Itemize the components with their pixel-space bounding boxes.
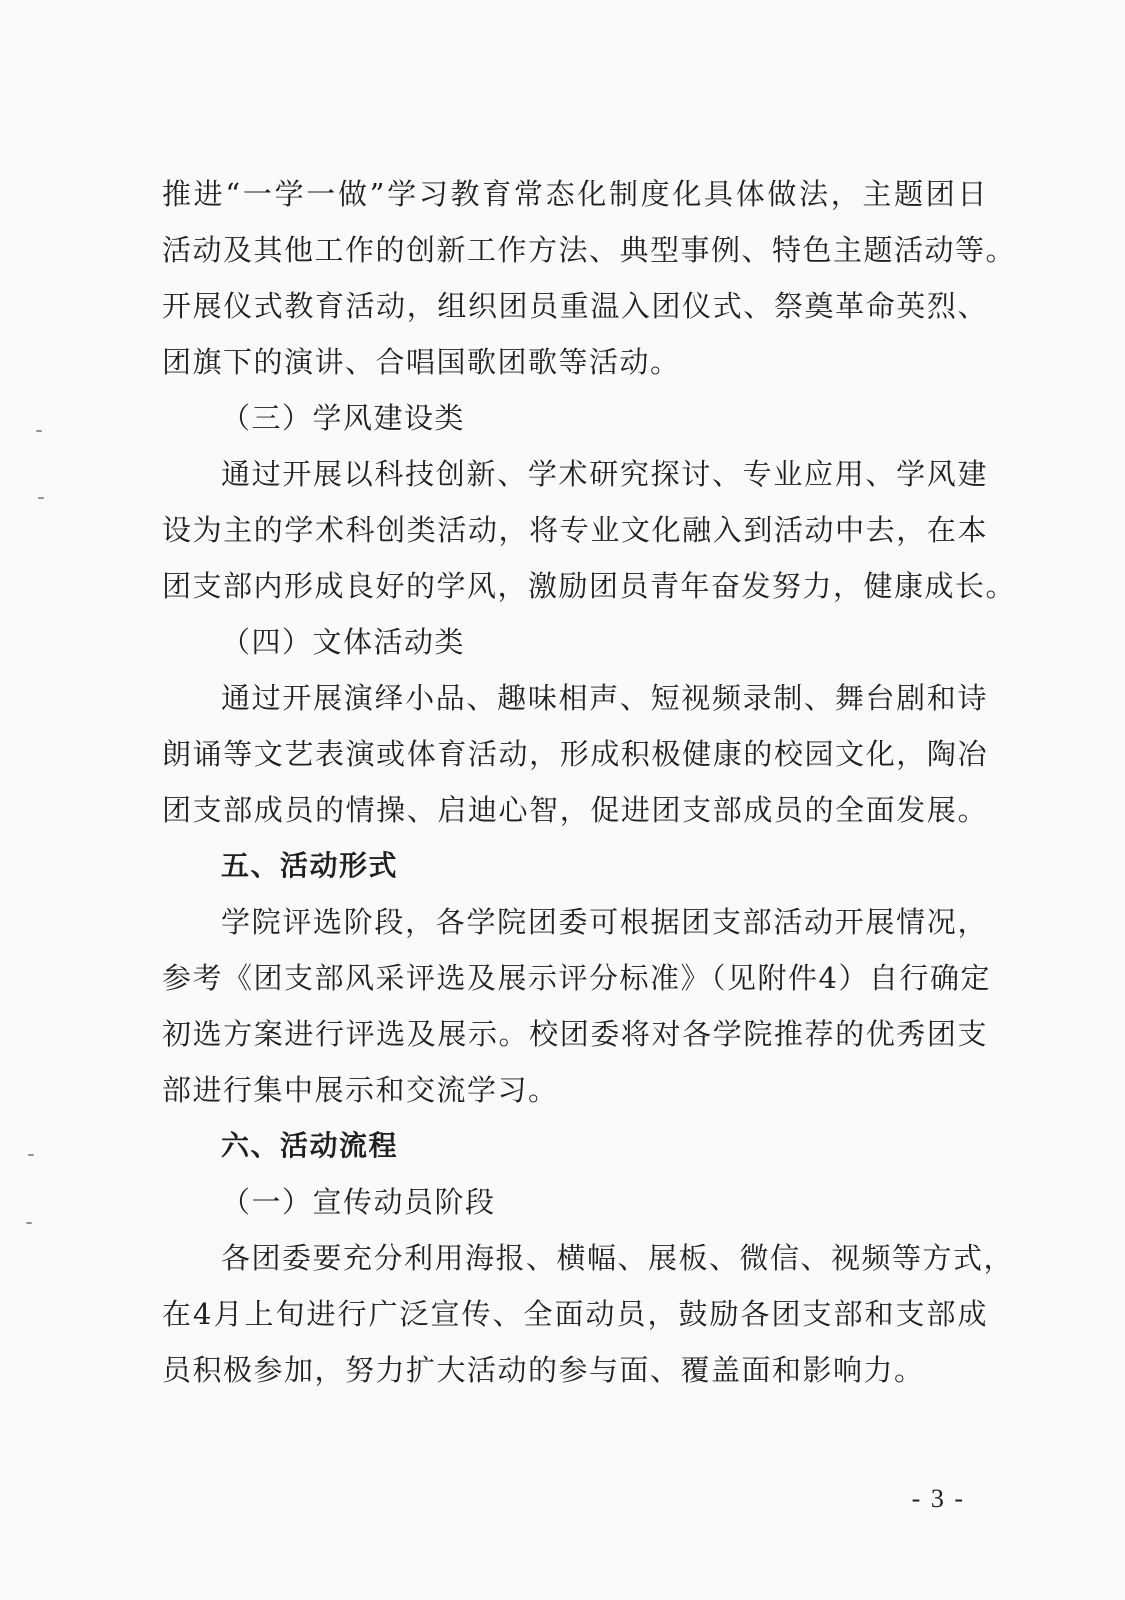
body-line: 通过开展以科技创新、学术研究探讨、专业应用、学风建 xyxy=(221,457,988,491)
section-subheading: （一）宣传动员阶段 xyxy=(221,1185,496,1219)
section-subheading: （三）学风建设类 xyxy=(221,401,466,435)
scan-speck xyxy=(36,430,42,432)
body-line: 团支部内形成良好的学风，激励团员青年奋发努力，健康成长。 xyxy=(162,569,1017,603)
body-line: 开展仪式教育活动，组织团员重温入团仪式、祭奠革命英烈、 xyxy=(162,289,988,323)
body-line: 朗诵等文艺表演或体育活动，形成积极健康的校园文化，陶冶 xyxy=(162,737,988,771)
section-heading: 五、活动形式 xyxy=(221,849,399,882)
scan-speck xyxy=(38,497,44,499)
body-line: 各团委要充分利用海报、横幅、展板、微信、视频等方式， xyxy=(221,1241,1015,1275)
scan-speck xyxy=(26,1222,32,1224)
body-line: 推进“一学一做”学习教育常态化制度化具体做法，主题团日 xyxy=(162,177,988,211)
body-line: 初选方案进行评选及展示。校团委将对各学院推荐的优秀团支 xyxy=(162,1017,988,1051)
body-line: 学院评选阶段，各学院团委可根据团支部活动开展情况， xyxy=(221,905,988,939)
body-line: 设为主的学术科创类活动，将专业文化融入到活动中去，在本 xyxy=(162,513,988,547)
body-line: 通过开展演绎小品、趣味相声、短视频录制、舞台剧和诗 xyxy=(221,681,988,715)
section-subheading: （四）文体活动类 xyxy=(221,625,466,659)
body-line: 在4月上旬进行广泛宣传、全面动员，鼓励各团支部和支部成 xyxy=(162,1297,988,1331)
body-line: 活动及其他工作的创新工作方法、典型事例、特色主题活动等。 xyxy=(162,233,1017,267)
body-line: 团旗下的演讲、合唱国歌团歌等活动。 xyxy=(162,345,681,379)
section-heading: 六、活动流程 xyxy=(221,1129,399,1162)
document-body xyxy=(162,166,1017,1398)
body-line: 部进行集中展示和交流学习。 xyxy=(162,1073,559,1107)
page-number: - 3 - xyxy=(911,1484,965,1513)
scan-speck xyxy=(28,1154,34,1156)
body-line: 员积极参加，努力扩大活动的参与面、覆盖面和影响力。 xyxy=(162,1353,925,1387)
body-line: 参考《团支部风采评选及展示评分标准》（见附件4）自行确定 xyxy=(162,961,991,995)
body-line: 团支部成员的情操、启迪心智，促进团支部成员的全面发展。 xyxy=(162,793,988,827)
